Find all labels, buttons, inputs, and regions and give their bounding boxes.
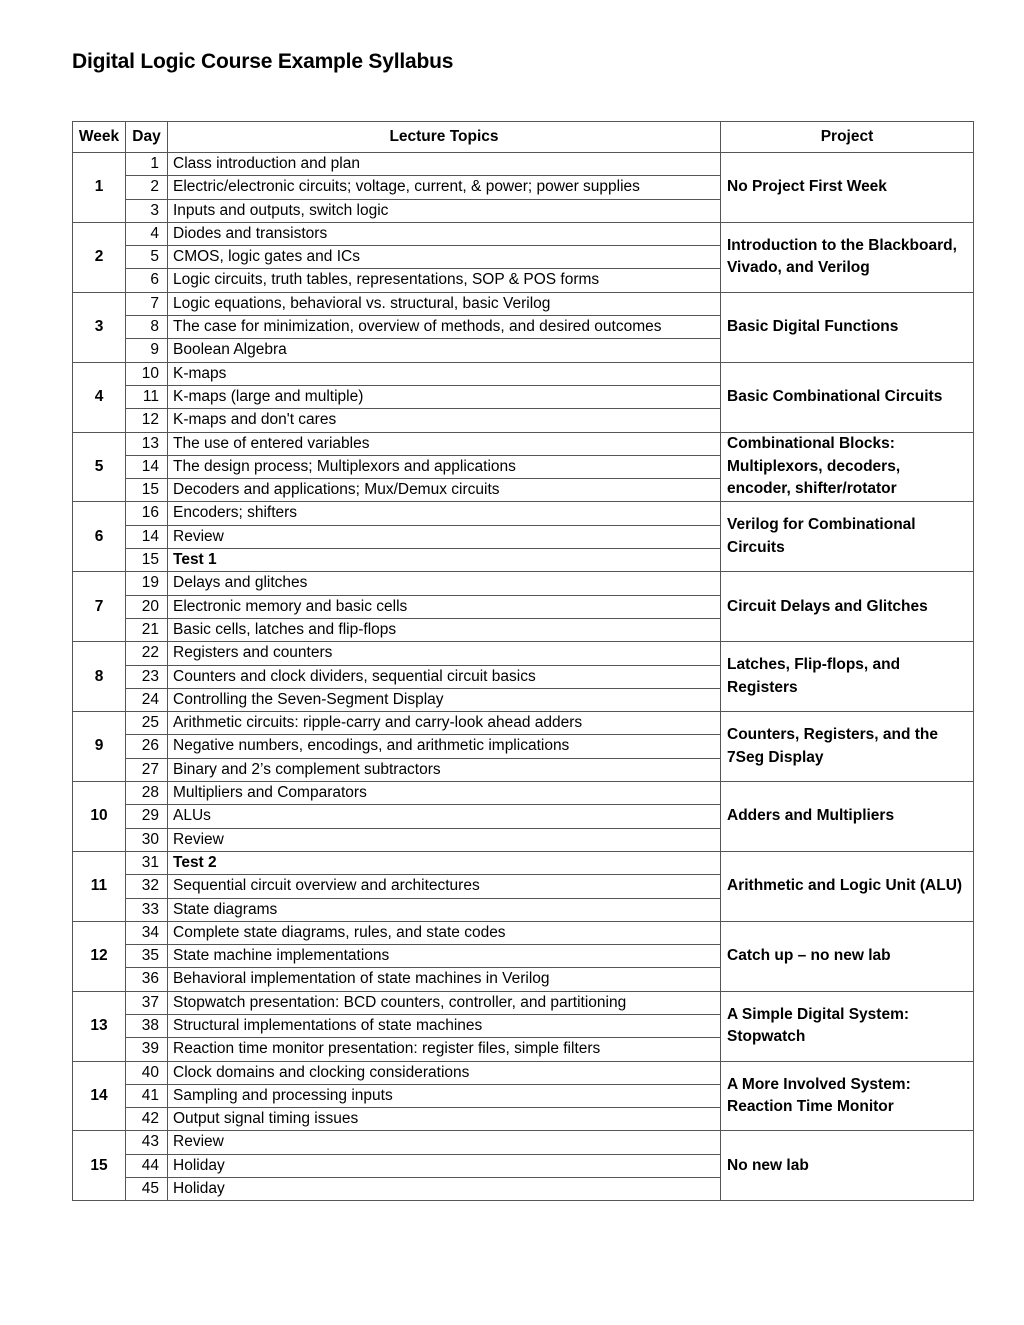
week-number: 9 [73,712,126,782]
project-name: No new lab [721,1131,974,1201]
day-number: 41 [126,1084,168,1107]
lecture-topic: Class introduction and plan [168,153,721,176]
project-name: Catch up – no new lab [721,921,974,991]
week-number: 11 [73,851,126,921]
lecture-topic: Basic cells, latches and flip-flops [168,618,721,641]
lecture-topic: Controlling the Seven-Segment Display [168,688,721,711]
lecture-topic: State machine implementations [168,945,721,968]
topics-header: Lecture Topics [168,122,721,153]
week-number: 1 [73,153,126,223]
project-name: Counters, Registers, and the 7Seg Display [721,712,974,782]
day-number: 2 [126,176,168,199]
lecture-topic: Structural implementations of state machines [168,1014,721,1037]
day-number: 25 [126,712,168,735]
table-row [73,502,974,525]
lecture-topic: K-maps (large and multiple) [168,385,721,408]
table-row [73,362,974,385]
week-number: 10 [73,782,126,852]
lecture-topic: The case for minimization, overview of methods, and desired outcomes [168,316,721,339]
lecture-topic: Logic circuits, truth tables, representations, SOP & POS forms [168,269,721,292]
week-number: 4 [73,362,126,432]
week-number: 5 [73,432,126,502]
lecture-topic: Decoders and applications; Mux/Demux circuits [168,479,721,502]
day-number: 34 [126,921,168,944]
lecture-topic: Electric/electronic circuits; voltage, current, & power; power supplies [168,176,721,199]
lecture-topic: Clock domains and clocking considerations [168,1061,721,1084]
week-number: 2 [73,222,126,292]
day-number: 32 [126,875,168,898]
day-number: 5 [126,246,168,269]
lecture-topic: Negative numbers, encodings, and arithmetic implications [168,735,721,758]
day-number: 26 [126,735,168,758]
lecture-topic: Complete state diagrams, rules, and state codes [168,921,721,944]
day-header: Day [126,122,168,153]
day-number: 22 [126,642,168,665]
project-name: Introduction to the Blackboard, Vivado, and Verilog [721,222,974,292]
lecture-topic: Arithmetic circuits: ripple-carry and carry-look ahead adders [168,712,721,735]
day-number: 29 [126,805,168,828]
day-number: 28 [126,782,168,805]
week-number: 6 [73,502,126,572]
lecture-topic: Review [168,1131,721,1154]
day-number: 33 [126,898,168,921]
lecture-topic: Diodes and transistors [168,222,721,245]
project-name: Arithmetic and Logic Unit (ALU) [721,851,974,921]
lecture-topic: Sampling and processing inputs [168,1084,721,1107]
table-row [73,153,974,176]
day-number: 21 [126,618,168,641]
table-row [73,432,974,455]
day-number: 19 [126,572,168,595]
day-number: 39 [126,1038,168,1061]
syllabus-table [72,121,974,1201]
day-number: 45 [126,1178,168,1201]
day-number: 13 [126,432,168,455]
day-number: 35 [126,945,168,968]
day-number: 42 [126,1108,168,1131]
day-number: 9 [126,339,168,362]
week-number: 15 [73,1131,126,1201]
project-name: Basic Digital Functions [721,292,974,362]
lecture-topic: Delays and glitches [168,572,721,595]
lecture-topic: Holiday [168,1154,721,1177]
lecture-topic: Logic equations, behavioral vs. structural, basic Verilog [168,292,721,315]
day-number: 37 [126,991,168,1014]
table-row [73,292,974,315]
week-number: 12 [73,921,126,991]
day-number: 14 [126,455,168,478]
day-number: 23 [126,665,168,688]
page-title: Digital Logic Course Example Syllabus [72,50,454,73]
day-number: 14 [126,525,168,548]
day-number: 43 [126,1131,168,1154]
table-row [73,991,974,1014]
lecture-topic: State diagrams [168,898,721,921]
lecture-topic: Counters and clock dividers, sequential circuit basics [168,665,721,688]
day-number: 3 [126,199,168,222]
lecture-topic: CMOS, logic gates and ICs [168,246,721,269]
table-row [73,1061,974,1084]
lecture-topic: The design process; Multiplexors and applications [168,455,721,478]
lecture-topic: Multipliers and Comparators [168,782,721,805]
lecture-topic: Review [168,828,721,851]
day-number: 11 [126,385,168,408]
day-number: 15 [126,479,168,502]
table-row [73,851,974,874]
lecture-topic: Encoders; shifters [168,502,721,525]
syllabus-body [73,153,974,1201]
day-number: 30 [126,828,168,851]
project-name: Basic Combinational Circuits [721,362,974,432]
lecture-topic: The use of entered variables [168,432,721,455]
lecture-topic: Registers and counters [168,642,721,665]
project-name: A More Involved System: Reaction Time Monitor [721,1061,974,1131]
lecture-topic: Test 2 [168,851,721,874]
day-number: 10 [126,362,168,385]
week-header: Week [73,122,126,153]
lecture-topic: Output signal timing issues [168,1108,721,1131]
lecture-topic: Boolean Algebra [168,339,721,362]
day-number: 4 [126,222,168,245]
lecture-topic: K-maps and don't cares [168,409,721,432]
table-row [73,642,974,665]
table-row [73,222,974,245]
day-number: 31 [126,851,168,874]
lecture-topic: ALUs [168,805,721,828]
project-name: Combinational Blocks: Multiplexors, decoders, encoder, shifter/rotator [721,432,974,502]
lecture-topic: Review [168,525,721,548]
day-number: 8 [126,316,168,339]
project-name: Circuit Delays and Glitches [721,572,974,642]
table-row [73,782,974,805]
table-row [73,921,974,944]
project-name: Latches, Flip-flops, and Registers [721,642,974,712]
day-number: 12 [126,409,168,432]
day-number: 7 [126,292,168,315]
lecture-topic: Electronic memory and basic cells [168,595,721,618]
project-header: Project [721,122,974,153]
day-number: 36 [126,968,168,991]
day-number: 44 [126,1154,168,1177]
lecture-topic: Sequential circuit overview and architectures [168,875,721,898]
lecture-topic: Test 1 [168,549,721,572]
day-number: 27 [126,758,168,781]
table-row [73,712,974,735]
week-number: 13 [73,991,126,1061]
lecture-topic: Inputs and outputs, switch logic [168,199,721,222]
lecture-topic: K-maps [168,362,721,385]
week-number: 14 [73,1061,126,1131]
day-number: 24 [126,688,168,711]
project-name: Verilog for Combinational Circuits [721,502,974,572]
day-number: 1 [126,153,168,176]
table-row [73,1131,974,1154]
day-number: 16 [126,502,168,525]
week-number: 8 [73,642,126,712]
week-number: 7 [73,572,126,642]
day-number: 40 [126,1061,168,1084]
day-number: 6 [126,269,168,292]
lecture-topic: Stopwatch presentation: BCD counters, controller, and partitioning [168,991,721,1014]
week-number: 3 [73,292,126,362]
day-number: 20 [126,595,168,618]
lecture-topic: Holiday [168,1178,721,1201]
project-name: No Project First Week [721,153,974,223]
project-name: Adders and Multipliers [721,782,974,852]
table-row [73,572,974,595]
header-row [73,122,974,153]
lecture-topic: Behavioral implementation of state machines in Verilog [168,968,721,991]
lecture-topic: Binary and 2’s complement subtractors [168,758,721,781]
day-number: 38 [126,1014,168,1037]
lecture-topic: Reaction time monitor presentation: register files, simple filters [168,1038,721,1061]
project-name: A Simple Digital System: Stopwatch [721,991,974,1061]
day-number: 15 [126,549,168,572]
